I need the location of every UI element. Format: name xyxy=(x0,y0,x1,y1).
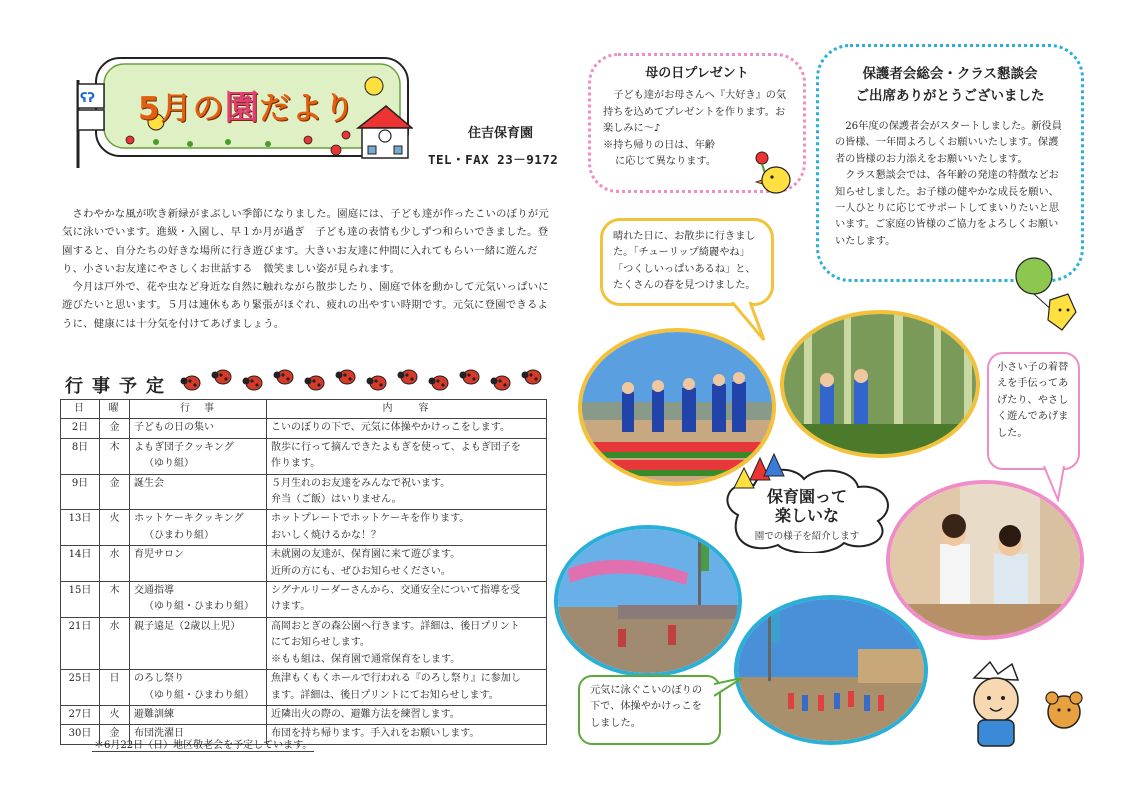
schedule-weekday: 金 xyxy=(100,725,130,744)
schedule-content-line: シグナルリーダーさんから、交通安全について指導を受 xyxy=(271,585,521,597)
schedule-content xyxy=(267,582,547,618)
pta-box xyxy=(816,44,1084,282)
schedule-weekday: 水 xyxy=(100,617,130,669)
balloon-character-illustration xyxy=(1010,250,1090,340)
header-content: 内 容 xyxy=(267,400,547,419)
schedule-event-group: （ゆり組・ひまわり組） xyxy=(144,689,254,701)
schedule-weekday: 金 xyxy=(100,474,130,510)
organization-tel: TEL・FAX 23－9172 xyxy=(428,152,559,167)
schedule-header-row xyxy=(61,400,547,419)
schedule-content xyxy=(267,670,547,706)
schedule-day: 13日 xyxy=(61,510,100,546)
pta-body xyxy=(835,119,1065,250)
mascot-children-illustration xyxy=(960,660,1090,752)
title-prefix: 5月の xyxy=(138,91,225,127)
photo-bamboo-forest xyxy=(780,310,980,458)
schedule-day: 21日 xyxy=(61,617,100,669)
schedule-content-line: ※もも組は、保育園で通常保育をします。 xyxy=(271,653,461,665)
schedule-day: 14日 xyxy=(61,546,100,582)
schedule-event-group: （ひまわり組） xyxy=(144,529,214,541)
speech-bubble-tail xyxy=(714,678,744,704)
schedule-content xyxy=(267,546,547,582)
photo-exercise-in-yard xyxy=(734,595,928,745)
center-subtitle: 園での様子を紹介します xyxy=(754,531,860,542)
schedule-day: 15日 xyxy=(61,582,100,618)
schedule-content-line: こいのぼりの下で、元気に体操やかけっこをします。 xyxy=(271,422,510,434)
header-event: 行 事 xyxy=(130,400,267,419)
schedule-event-name: のろし祭り xyxy=(134,673,184,685)
title-sono: 園 xyxy=(224,88,260,128)
center-title-line2: 楽しいな xyxy=(774,506,839,525)
speech-bubble-tail xyxy=(728,302,768,342)
chick-with-flower-illustration xyxy=(748,148,798,198)
pta-title-line1: 保護者会総会・クラス懇談会 xyxy=(862,66,1038,82)
schedule-weekday: 日 xyxy=(100,670,130,706)
header-day: 日 xyxy=(61,400,100,419)
schedule-title: 行事予定 xyxy=(65,376,173,397)
ladybug-icon xyxy=(181,376,201,390)
schedule-note: ＊6月22日（日）地区敬老会を予定しています。 xyxy=(92,736,314,752)
mothers-day-body: 子ども達がお母さんへ『大好き』の気持ちを込めてプレゼントを作ります。お楽しみに～♪ xyxy=(603,90,787,135)
schedule-event xyxy=(130,582,267,618)
center-title xyxy=(742,487,872,525)
ladybug-icon xyxy=(429,376,449,390)
schedule-weekday: 水 xyxy=(100,546,130,582)
schedule-event xyxy=(130,438,267,474)
schedule-content-line: にてお知らせします。 xyxy=(271,637,370,649)
svg-text:ʕʔ: ʕʔ xyxy=(80,91,95,106)
schedule-event-group: （ゆり組） xyxy=(144,458,194,470)
schedule-event-name: 避難訓練 xyxy=(134,708,174,720)
schedule-weekday: 火 xyxy=(100,510,130,546)
schedule-event xyxy=(130,510,267,546)
schedule-content-line: 散歩に行って摘んできたよもぎを使って、よもぎ団子を xyxy=(271,441,521,453)
schedule-content-line: 未就園の友達が、保育園に来て遊びます。 xyxy=(271,549,461,561)
schedule-day: 2日 xyxy=(61,419,100,438)
schedule-row xyxy=(61,705,547,724)
schedule-row xyxy=(61,438,547,474)
pta-paragraph: クラス懇談会では、各年齢の発達の特徴などお知らせしました。お子様の健やかな成長を願い、一人ひとりに応じてサポートしてまいりたいと思います。ご家庭の皆様のご協力をよろしくお願いいたします。 xyxy=(835,170,1060,247)
schedule-content xyxy=(267,474,547,510)
schedule-table xyxy=(60,399,547,745)
schedule-weekday: 木 xyxy=(100,582,130,618)
schedule-content xyxy=(267,510,547,546)
schedule-weekday: 木 xyxy=(100,438,130,474)
schedule-row xyxy=(61,582,547,618)
ladybug-icon xyxy=(522,370,542,384)
schedule-event-name: よもぎ団子クッキング xyxy=(134,441,234,453)
schedule-event xyxy=(130,670,267,706)
schedule-event xyxy=(130,546,267,582)
schedule-event-name: 布団洗濯日 xyxy=(134,728,184,740)
schedule-day: 9日 xyxy=(61,474,100,510)
speech-bubble-tail xyxy=(1040,466,1074,502)
schedule-event-name: 子どもの日の集い xyxy=(134,422,214,434)
mothers-day-note: ※持ち帰りの日は、年齢 xyxy=(603,139,716,151)
pta-title xyxy=(835,63,1065,107)
schedule-content-line: 近所の方にも、ぜひお知らせください。 xyxy=(271,565,451,577)
schedule-content-line: 作ります。 xyxy=(271,458,321,470)
schedule-weekday: 火 xyxy=(100,705,130,724)
carp-speech-bubble: 元気に泳ぐこいのぼりの下で、体操やかけっこをしました。 xyxy=(578,675,721,745)
schedule-row xyxy=(61,670,547,706)
photo-helping-change-clothes xyxy=(886,480,1084,640)
schedule-content xyxy=(267,617,547,669)
mothers-day-title: 母の日プレゼント xyxy=(645,66,749,81)
schedule-content-line: 近隣出火の際の、避難方法を練習します。 xyxy=(271,708,460,720)
schedule-event xyxy=(130,617,267,669)
intro-paragraph: 今月は戸外で、花や虫など身近な自然に触れながら散歩したり、園庭で体を動かして元気いっぱいに遊びたいと思います。５月は連休もあり緊張がほぐれ、疲れの出やすい時期です。元気に登園できるように、健康には十分気を付けてあげましょう。 xyxy=(62,281,549,330)
kimono-speech-bubble: 小さい子の着替えを手伝ってあげたり、やさしく遊んであげました。 xyxy=(987,352,1080,470)
intro-text xyxy=(62,205,557,333)
pta-paragraph: 26年度の保護者会がスタートしました。新役員の皆様、一年間よろしくお願いいたします。保護者の皆様のお力添えをお願いいたします。 xyxy=(835,121,1062,165)
center-title-line1: 保育園って xyxy=(766,487,847,506)
schedule-event-name: 誕生会 xyxy=(134,477,164,489)
ladybug-icon xyxy=(305,376,325,390)
schedule-row xyxy=(61,474,547,510)
ladybug-icon xyxy=(336,370,356,384)
schedule-event-name: 交通指導 xyxy=(134,585,174,597)
intro-paragraph: さわやかな風が吹き新緑がまぶしい季節になりました。園庭には、子ども達が作ったこいのぼりが元気に泳いでいます。進級・入園し、早１か月が過ぎ 子ども達の表情も少しずつ和らいできました。登園すると、自分たちの好きな場所に行き遊びます。大きいお友達に仲間に入れてもらい一緒に遊んだり、小さいお友達にやさしくお世話する 微笑ましい姿が見られます。 xyxy=(62,208,549,275)
schedule-event xyxy=(130,474,267,510)
schedule-row xyxy=(61,510,547,546)
ladybug-icon xyxy=(398,370,418,384)
schedule-content-line: 布団を持ち帰ります。手入れをお願いします。 xyxy=(271,728,480,740)
header-weekday: 曜 xyxy=(100,400,130,419)
schedule-row xyxy=(61,419,547,438)
schedule-content-line: おいしく焼けるかな！？ xyxy=(271,529,381,541)
pta-title-line2: ご出席ありがとうございました xyxy=(855,88,1045,104)
schedule-weekday: 金 xyxy=(100,419,130,438)
ladybug-icon xyxy=(212,370,232,384)
schedule-event xyxy=(130,419,267,438)
schedule-content-line: ホットプレートでホットケーキを作ります。 xyxy=(271,513,470,525)
ladybug-icon xyxy=(367,376,387,390)
schedule-day: 27日 xyxy=(61,705,100,724)
ladybug-row-illustration xyxy=(178,368,558,392)
schedule-event-name: 親子遠足（2歳以上児） xyxy=(134,620,241,632)
schedule-content xyxy=(267,705,547,724)
schedule-event-name: 育児サロン xyxy=(134,549,184,561)
hat-characters-illustration xyxy=(732,452,792,492)
schedule-content-line: ます。詳細は、後日プリントにてお知らせします。 xyxy=(271,689,499,701)
schedule-event xyxy=(130,705,267,724)
schedule-row xyxy=(61,617,547,669)
ladybug-icon xyxy=(243,376,263,390)
mothers-day-note: に応じて異なります。 xyxy=(615,156,717,168)
schedule-content xyxy=(267,419,547,438)
title-suffix: だより xyxy=(259,91,356,127)
schedule-content-line: 高岡おとぎの森公園へ行きます。詳細は、後日プリント xyxy=(271,620,520,632)
schedule-content-line: 魚津もくもくホールで行われる『のろし祭り』に参加し xyxy=(271,673,521,685)
schedule-event-group: （ゆり組・ひまわり組） xyxy=(144,601,254,613)
schedule-event-name: ホットケーキクッキング xyxy=(134,513,244,525)
organization-name: 住吉保育園 xyxy=(468,126,534,141)
newsletter-title xyxy=(138,80,356,129)
schedule-content xyxy=(267,438,547,474)
schedule-row xyxy=(61,546,547,582)
photo-carp-streamers-running xyxy=(554,525,742,677)
header-banner xyxy=(68,40,413,170)
schedule-content-line: 弁当（ご飯）はいりません。 xyxy=(271,494,402,506)
schedule-content-line: けます。 xyxy=(271,601,311,613)
schedule-day: 25日 xyxy=(61,670,100,706)
ladybug-icon xyxy=(491,376,511,390)
ladybug-icon xyxy=(274,370,294,384)
schedule-day: 30日 xyxy=(61,725,100,744)
schedule-day: 8日 xyxy=(61,438,100,474)
walk-speech-bubble: 晴れた日に、お散歩に行きました。「チューリップ綺麗やね」「つくしいっぱいあるね」と、たくさんの春を見つけました。 xyxy=(600,218,774,306)
schedule-content-line: ５月生れのお友達をみんなで祝います。 xyxy=(271,477,451,489)
ladybug-icon xyxy=(460,370,480,384)
